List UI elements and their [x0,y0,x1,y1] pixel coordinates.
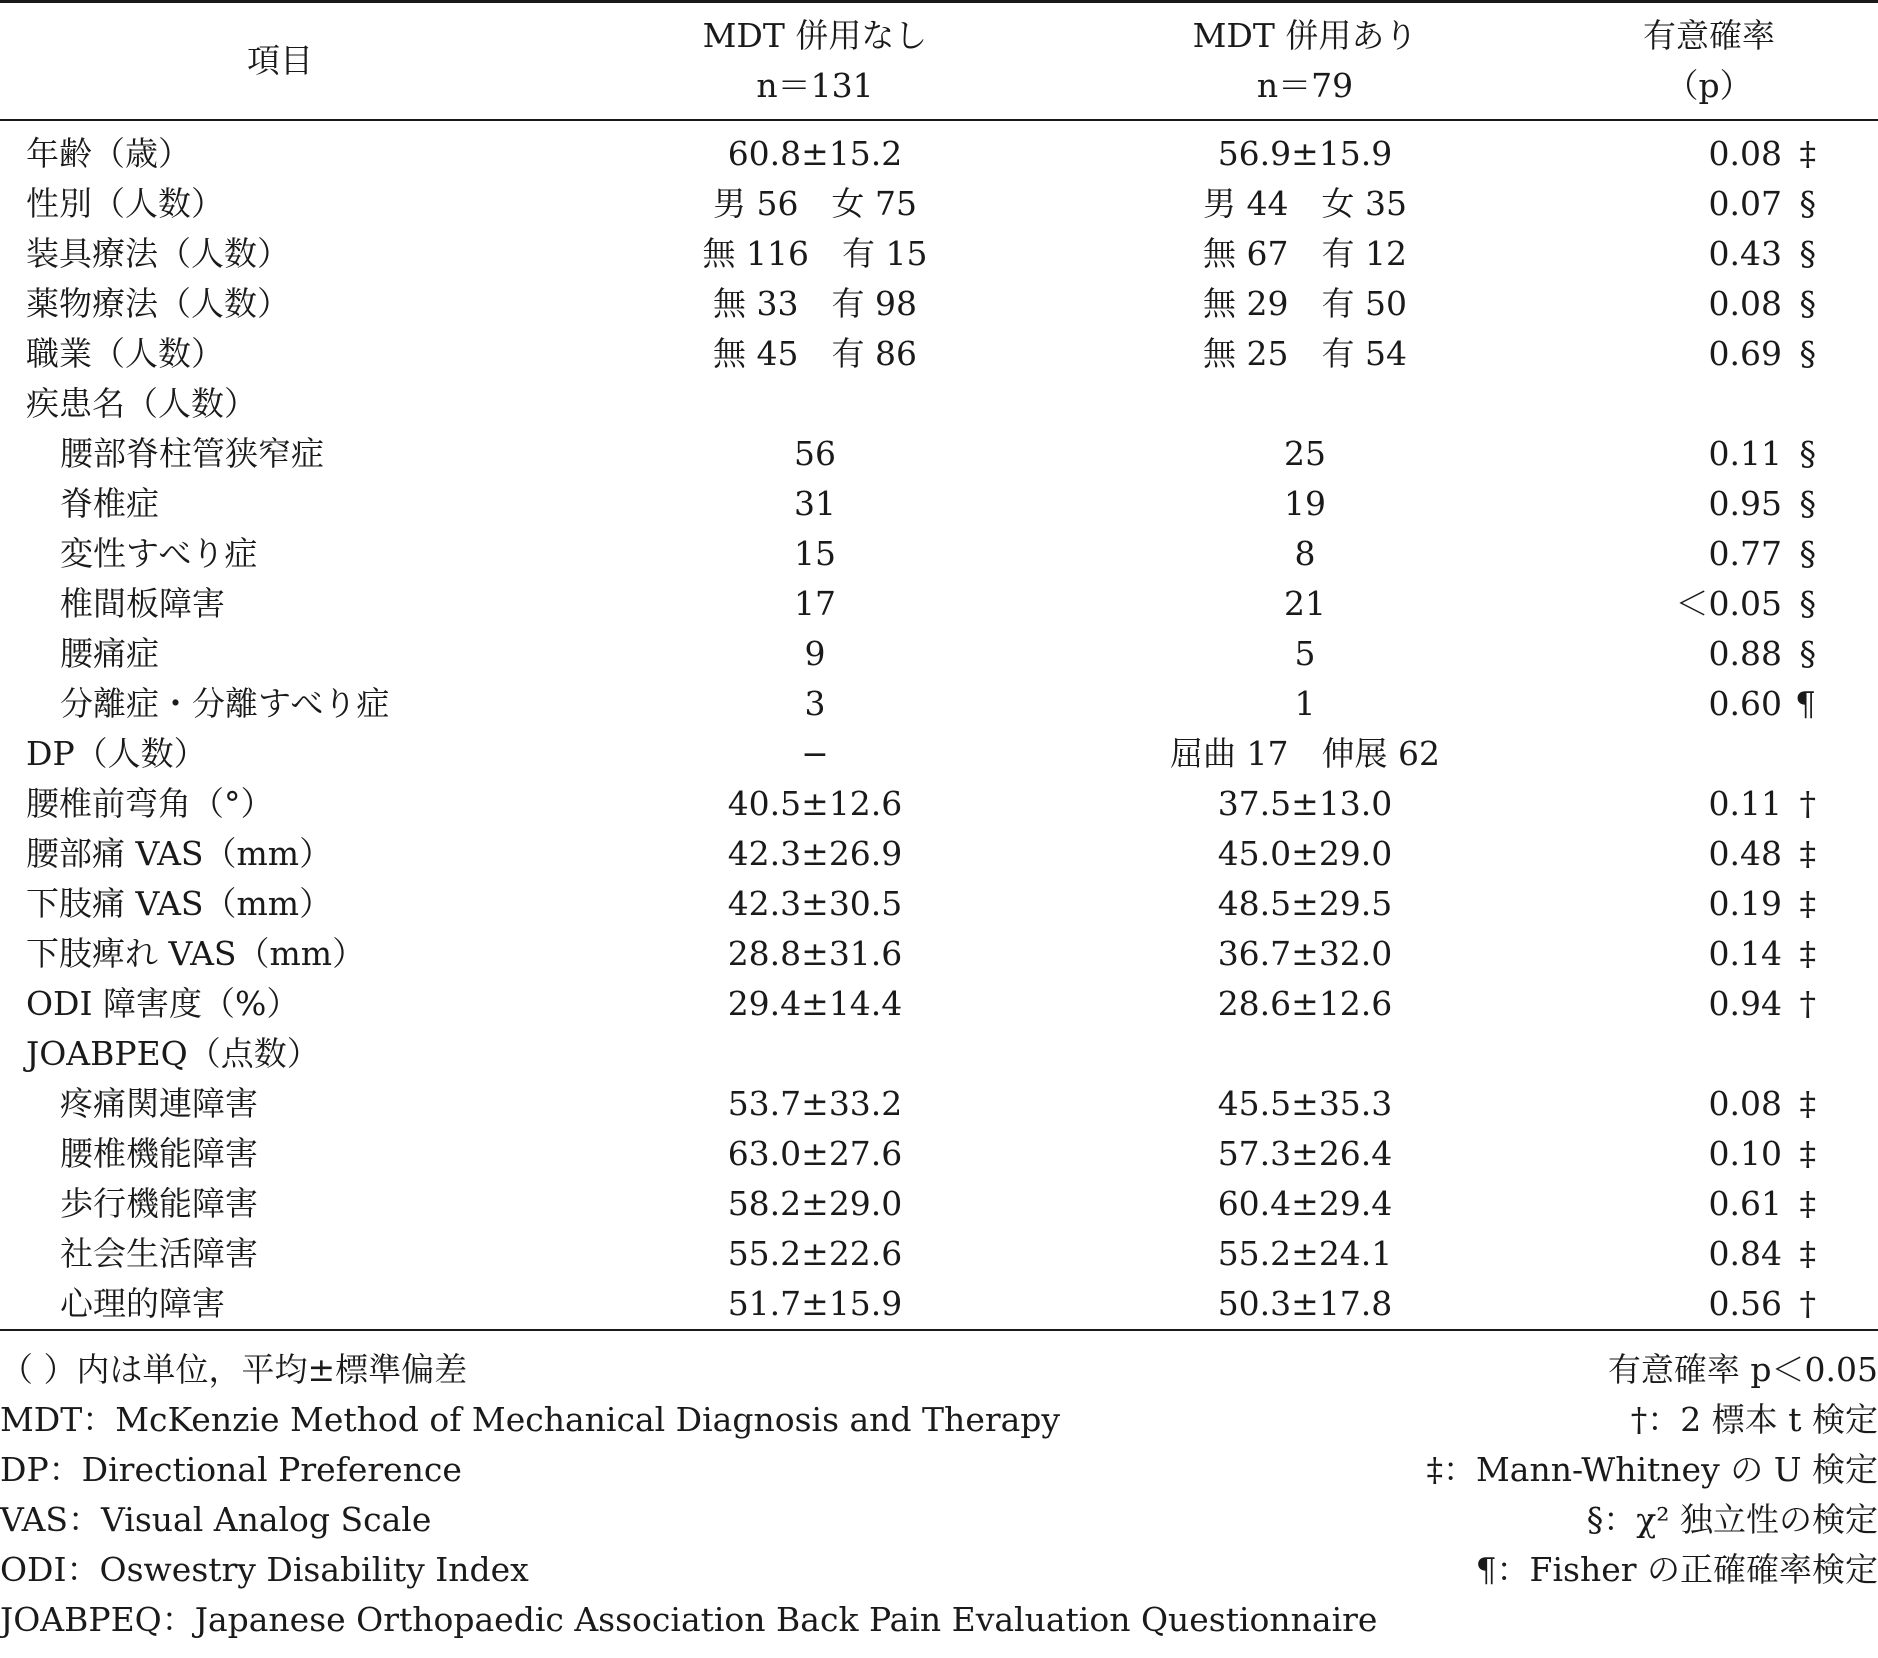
table-row [0,1079,1878,1129]
row-value-without-mdt: 28.8±31.6 [727,933,903,973]
row-p-value-cell [1540,779,1878,829]
table-row [0,979,1878,1029]
table-row [0,120,1878,179]
note-test-legend: ¶：Fisher の正確確率検定 [1475,1550,1878,1589]
note-abbreviation: ODI：Oswestry Disability Index [0,1550,529,1589]
row-p-value-cell [1540,429,1878,479]
header-mdt-with-n: n＝79 [1256,65,1354,105]
row-p-value: 0.77 [1708,533,1782,573]
row-item-label: 年齢（歳） [26,133,191,173]
note-test-legend: †：2 標本 t 検定 [1630,1400,1878,1439]
note-row [0,1545,1878,1595]
row-test-mark: § [1799,333,1816,373]
row-p-value-cell [1540,1079,1878,1129]
row-item-label: 腰部脊柱管狭窄症 [60,433,324,473]
row-p-value-cell [1540,179,1878,229]
table-row [0,679,1878,729]
row-test-mark: ‡ [1799,1233,1816,1273]
row-value-without-mdt: 無 33 有 98 [713,283,917,323]
row-p-value: 0.07 [1708,183,1782,223]
note-abbreviation: DP：Directional Preference [0,1450,462,1489]
row-p-value-cell [1540,1279,1878,1330]
table-notes [0,1345,1878,1645]
row-item-label: 心理的障害 [60,1283,225,1323]
row-p-value: 0.56 [1708,1283,1782,1323]
note-row [0,1595,1878,1645]
row-p-value: 0.88 [1708,633,1782,673]
row-p-value-cell [1540,329,1878,379]
row-value-with-mdt: 19 [1284,483,1326,523]
row-test-mark: ‡ [1799,933,1816,973]
row-value-with-mdt: 無 29 有 50 [1203,283,1407,323]
row-value-with-mdt: 屈曲 17 伸展 62 [1170,733,1440,773]
row-value-with-mdt: 5 [1294,633,1316,673]
row-item-label: 装具療法（人数） [26,233,290,273]
table-row [0,929,1878,979]
table-row [0,629,1878,679]
row-p-value-cell [1540,279,1878,329]
row-value-with-mdt: 50.3±17.8 [1217,1283,1393,1323]
row-p-value-cell [1540,729,1878,779]
row-test-mark: ‡ [1799,1133,1816,1173]
note-abbreviation: VAS：Visual Analog Scale [0,1500,432,1539]
header-p-value-label: 有意確率 [1643,15,1775,55]
row-test-mark: † [1799,783,1816,823]
row-value-with-mdt: 無 25 有 54 [1203,333,1407,373]
note-row [0,1445,1878,1495]
table-row [0,229,1878,279]
row-p-value: 0.60 [1708,683,1782,723]
row-item-label: ODI 障害度（%） [26,983,300,1023]
table-row [0,779,1878,829]
row-value-without-mdt: 63.0±27.6 [727,1133,903,1173]
row-p-value-cell [1540,929,1878,979]
row-p-value-cell [1540,629,1878,679]
row-value-without-mdt: 15 [794,533,836,573]
row-test-mark: ‡ [1799,1183,1816,1223]
row-item-label: 性別（人数） [26,183,224,223]
row-item-label: 変性すべり症 [60,533,258,573]
row-value-without-mdt: 17 [794,583,836,623]
row-p-value-cell [1540,1179,1878,1229]
row-item-label: 下肢痛 VAS（mm） [26,883,333,923]
header-item-label: 項目 [247,40,313,80]
row-test-mark: ‡ [1799,833,1816,873]
row-value-with-mdt: 無 67 有 12 [1203,233,1407,273]
row-value-with-mdt [1070,1029,1540,1079]
row-value-without-mdt: 58.2±29.0 [727,1183,903,1223]
row-value-with-mdt: 21 [1284,583,1326,623]
note-abbreviation: MDT：McKenzie Method of Mechanical Diagnosis and Therapy [0,1400,1061,1439]
table-row [0,329,1878,379]
header-item [0,2,560,120]
table-row [0,1179,1878,1229]
row-value-without-mdt: 無 116 有 15 [702,233,928,273]
note-row [0,1345,1878,1395]
table-row [0,1129,1878,1179]
row-value-with-mdt: 37.5±13.0 [1217,783,1393,823]
row-p-value: ＜0.05 [1675,583,1782,623]
row-item-label: 薬物療法（人数） [26,283,290,323]
row-value-without-mdt: 無 45 有 86 [713,333,917,373]
row-p-value: 0.43 [1708,233,1782,273]
row-item-label: 下肢痺れ VAS（mm） [26,933,366,973]
row-test-mark: § [1799,233,1816,273]
table-header [0,2,1878,120]
table-row [0,879,1878,929]
header-p-value-unit: （p） [1665,65,1753,105]
row-value-without-mdt: − [801,733,829,773]
row-value-with-mdt: 28.6±12.6 [1217,983,1393,1023]
row-test-mark: § [1799,633,1816,673]
row-p-value-cell [1540,120,1878,179]
table-row [0,379,1878,429]
row-item-label: 腰椎前弯角（°） [26,783,274,823]
row-value-without-mdt: 40.5±12.6 [727,783,903,823]
row-value-without-mdt: 42.3±30.5 [727,883,903,923]
note-row [0,1395,1878,1445]
row-item-label: 社会生活障害 [60,1233,258,1273]
row-value-without-mdt: 53.7±33.2 [727,1083,903,1123]
header-row [0,2,1878,120]
row-value-with-mdt: 56.9±15.9 [1217,133,1393,173]
row-item-label: 腰痛症 [60,633,159,673]
row-p-value-cell [1540,879,1878,929]
row-item-label: 歩行機能障害 [60,1183,258,1223]
row-p-value-cell [1540,829,1878,879]
note-test-legend: §：χ² 独立性の検定 [1586,1500,1878,1539]
row-value-with-mdt: 48.5±29.5 [1217,883,1393,923]
table-row [0,429,1878,479]
row-item-label: 疾患名（人数） [26,383,257,423]
row-p-value: 0.19 [1708,883,1782,923]
row-value-with-mdt: 8 [1294,533,1316,573]
header-mdt-without [560,2,1070,120]
header-p-value [1540,2,1878,120]
row-value-without-mdt: 56 [794,433,836,473]
row-p-value: 0.08 [1708,133,1782,173]
row-value-with-mdt: 25 [1284,433,1326,473]
table-row [0,1229,1878,1279]
row-p-value: 0.11 [1708,433,1782,473]
table-body [0,120,1878,1330]
row-value-with-mdt: 45.0±29.0 [1217,833,1393,873]
row-p-value-cell [1540,979,1878,1029]
row-p-value: 0.84 [1708,1233,1782,1273]
row-p-value-cell [1540,379,1878,429]
table-row [0,279,1878,329]
row-test-mark: § [1799,483,1816,523]
row-p-value-cell [1540,1129,1878,1179]
row-test-mark: ‡ [1799,883,1816,923]
row-value-without-mdt: 60.8±15.2 [727,133,903,173]
row-value-without-mdt [560,1029,1070,1079]
row-p-value-cell [1540,579,1878,629]
row-test-mark: § [1799,433,1816,473]
row-test-mark: § [1799,283,1816,323]
row-p-value: 0.08 [1708,1083,1782,1123]
row-value-without-mdt [560,379,1070,429]
row-p-value-cell [1540,229,1878,279]
row-p-value: 0.69 [1708,333,1782,373]
row-item-label: 腰椎機能障害 [60,1133,258,1173]
row-p-value-cell [1540,529,1878,579]
row-p-value: 0.10 [1708,1133,1782,1173]
note-abbreviation: （ ）内は単位，平均±標準偏差 [0,1350,468,1389]
note-test-legend: 有意確率 p＜0.05 [1607,1350,1878,1389]
row-value-with-mdt [1070,379,1540,429]
row-value-without-mdt: 3 [804,683,826,723]
row-value-with-mdt: 57.3±26.4 [1217,1133,1393,1173]
row-test-mark: † [1799,1283,1816,1323]
row-p-value-cell [1540,479,1878,529]
row-p-value: 0.94 [1708,983,1782,1023]
note-test-legend: ‡：Mann-Whitney の U 検定 [1426,1450,1878,1489]
row-item-label: DP（人数） [26,733,207,773]
table-row [0,729,1878,779]
row-p-value-cell [1540,1029,1878,1079]
row-item-label: 分離症・分離すべり症 [60,683,390,723]
table-row [0,1279,1878,1330]
row-value-without-mdt: 42.3±26.9 [727,833,903,873]
header-mdt-with [1070,2,1540,120]
row-p-value-cell [1540,1229,1878,1279]
header-mdt-without-label: MDT 併用なし [702,15,928,55]
row-value-with-mdt: 60.4±29.4 [1217,1183,1393,1223]
row-value-with-mdt: 1 [1294,683,1316,723]
table-row [0,1029,1878,1079]
note-row [0,1495,1878,1545]
row-item-label: 脊椎症 [60,483,159,523]
row-value-with-mdt: 55.2±24.1 [1217,1233,1393,1273]
row-value-without-mdt: 31 [794,483,836,523]
row-value-with-mdt: 男 44 女 35 [1203,183,1407,223]
row-test-mark: § [1799,583,1816,623]
row-item-label: 疼痛関連障害 [60,1083,258,1123]
row-value-with-mdt: 36.7±32.0 [1217,933,1393,973]
row-item-label: 椎間板障害 [60,583,225,623]
row-value-with-mdt: 45.5±35.3 [1217,1083,1393,1123]
row-test-mark: ‡ [1799,1083,1816,1123]
row-test-mark: § [1799,533,1816,573]
row-p-value: 0.11 [1708,783,1782,823]
row-p-value: 0.14 [1708,933,1782,973]
row-value-without-mdt: 51.7±15.9 [727,1283,903,1323]
row-p-value: 0.48 [1708,833,1782,873]
row-value-without-mdt: 55.2±22.6 [727,1233,903,1273]
row-test-mark: § [1799,183,1816,223]
row-test-mark: ¶ [1795,683,1816,723]
row-value-without-mdt: 男 56 女 75 [713,183,917,223]
row-item-label: 腰部痛 VAS（mm） [26,833,333,873]
row-test-mark: † [1799,983,1816,1023]
row-p-value: 0.61 [1708,1183,1782,1223]
row-p-value: 0.08 [1708,283,1782,323]
note-abbreviation: JOABPEQ：Japanese Orthopaedic Association Back Pain Evaluation Questionnaire [0,1600,1378,1639]
header-mdt-with-label: MDT 併用あり [1192,15,1418,55]
table-row [0,529,1878,579]
row-item-label: JOABPEQ（点数） [26,1033,320,1073]
row-item-label: 職業（人数） [26,333,224,373]
row-p-value: 0.95 [1708,483,1782,523]
header-mdt-without-n: n＝131 [756,65,874,105]
table-row [0,829,1878,879]
row-test-mark: ‡ [1799,133,1816,173]
row-value-without-mdt: 29.4±14.4 [727,983,903,1023]
table-row [0,179,1878,229]
table-row [0,479,1878,529]
row-p-value-cell [1540,679,1878,729]
row-value-without-mdt: 9 [804,633,826,673]
table-row [0,579,1878,629]
